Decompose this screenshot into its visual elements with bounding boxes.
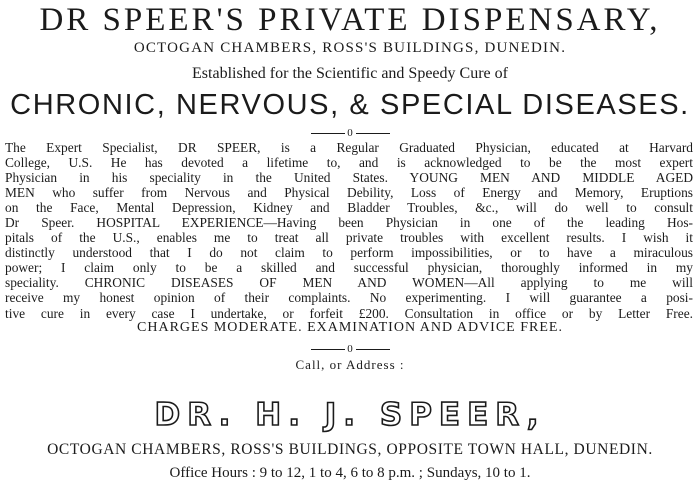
body-line: pitals of the U.S., enables me to treat all private troubles with excellent results. I wish it: [5, 230, 693, 246]
body-line: on the Face, Mental Depression, Kidney and Bladder Troubles, &c., will do well to consult: [5, 200, 693, 216]
body-line: distinctly understood that I do not claim to perform impossibilities, or to have a miraculous: [5, 245, 693, 261]
doctor-name: DR. H. J. SPEER,: [154, 397, 546, 433]
separator-mark: 0: [347, 343, 353, 355]
body-line: Dr Speer. HOSPITAL EXPERIENCE—Having been Physician in one of the leading Hos-: [5, 215, 693, 231]
body-line: MEN who suffer from Nervous and Physical Debility, Loss of Energy and Memory, Eruptions: [5, 185, 693, 201]
separator-line-left: [311, 349, 345, 350]
body-line: speciality. CHRONIC DISEASES OF MEN AND WOMEN—All applying to me will: [5, 275, 693, 291]
body-line: College, U.S. He has devoted a lifetime to, and is acknowledged to be the most expert: [5, 155, 693, 171]
separator-ornament: [0, 127, 700, 139]
diseases-heading: CHRONIC, NERVOUS, & SPECIAL DISEASES.: [10, 89, 690, 121]
charges-line: CHARGES MODERATE. EXAMINATION AND ADVICE FREE.: [137, 320, 563, 335]
separator-ornament-lower: [0, 343, 700, 355]
office-hours: Office Hours : 9 to 12, 1 to 4, 6 to 8 p.m. ; Sundays, 10 to 1.: [169, 465, 531, 481]
body-line: Physician in his speciality in the United States. YOUNG MEN AND MIDDLE AGED: [5, 170, 693, 186]
established-line: Established for the Scientific and Speedy Cure of: [192, 65, 508, 82]
body-line: power; I claim only to be a skilled and successful physician, thoroughly informed in my: [5, 260, 693, 276]
body-line: The Expert Specialist, DR SPEER, is a Regular Graduated Physician, educated at Harvard: [5, 140, 693, 155]
separator-mark: 0: [347, 127, 353, 139]
top-address: OCTOGAN CHAMBERS, ROSS'S BUILDINGS, DUNEDIN.: [133, 40, 567, 56]
advertisement-body: [5, 140, 693, 321]
bottom-address: OCTOGAN CHAMBERS, ROSS'S BUILDINGS, OPPOSITE TOWN HALL, DUNEDIN.: [47, 441, 653, 458]
dispensary-title: DR SPEER'S PRIVATE DISPENSARY,: [39, 2, 661, 38]
separator-line-right: [356, 133, 390, 134]
separator-line-right: [356, 349, 390, 350]
body-line: tive cure in every case I undertake, or forfeit £200. Consultation in office or by Letter Free.: [5, 305, 693, 321]
separator-line-left: [311, 133, 345, 134]
body-line: receive my honest opinion of their complaints. No experimenting. I will guarantee a posi-: [5, 290, 693, 306]
call-or-address: Call, or Address :: [295, 357, 405, 372]
